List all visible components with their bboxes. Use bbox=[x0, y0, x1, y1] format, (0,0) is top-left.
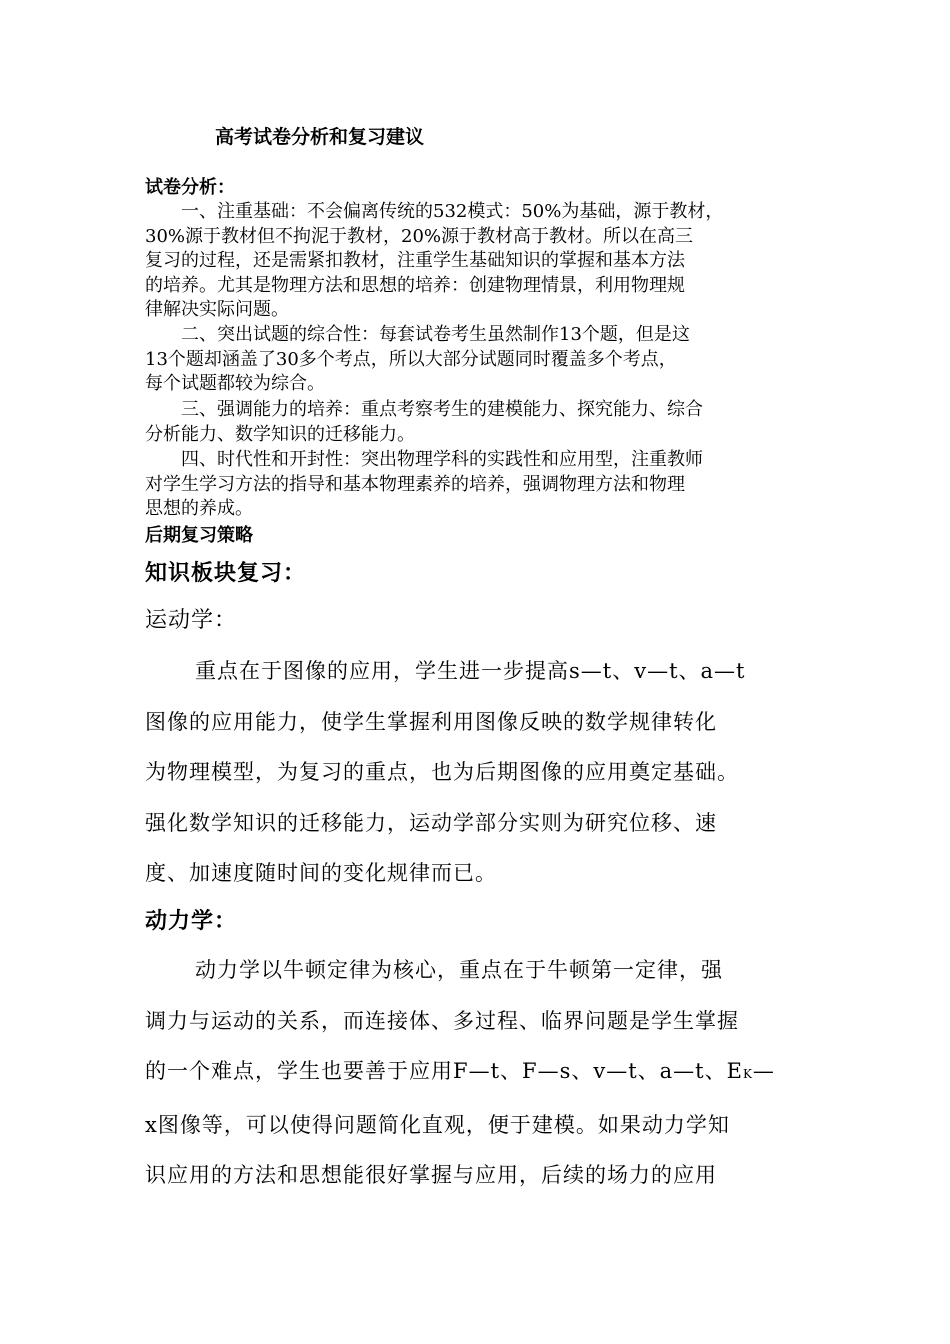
text-line: 调力与运动的关系，而连接体、多过程、临界问题是学生掌握 bbox=[145, 1008, 739, 1033]
subheading-knowledge-review: 知识板块复习： bbox=[145, 560, 307, 586]
section-heading-exam-analysis: 试卷分析： bbox=[145, 177, 235, 198]
text-line: 思想的养成。 bbox=[145, 498, 253, 519]
text-line: 度、加速度随时间的变化规律而已。 bbox=[145, 861, 497, 885]
paragraph-comprehensive bbox=[145, 323, 810, 397]
text-line-graphs bbox=[145, 1046, 810, 1100]
text-line: 强化数学知识的迁移能力，运动学部分实则为研究位移、速 bbox=[145, 810, 717, 835]
text-line: 动力学以牛顿定律为核心，重点在于牛顿第一定律，强 bbox=[195, 958, 723, 982]
heading-kinematics: 运动学： bbox=[145, 608, 238, 633]
document-title: 高考试卷分析和复习建议 bbox=[215, 126, 425, 148]
paragraph-modernity bbox=[145, 448, 810, 522]
text-line: x图像等，可以使得问题简化直观，便于建模。如果动力学知 bbox=[145, 1112, 730, 1137]
text-line: 复习的过程，还是需紧扣教材，注重学生基础知识的掌握和基本方法 bbox=[145, 250, 685, 271]
text-line: 图像的应用能力，使学生掌握利用图像反映的数学规律转化 bbox=[145, 709, 717, 734]
text-line: 的培养。尤其是物理方法和思想的培养：创建物理情景，利用物理规 bbox=[145, 274, 685, 296]
text-segment: — bbox=[752, 1059, 775, 1083]
text-line: 三、强调能力的培养：重点考察考生的建模能力、探究能力、综合 bbox=[181, 399, 703, 420]
paragraph-kinematics bbox=[145, 646, 810, 899]
text-segment: 的一个难点，学生也要善于应用F—t、F—s、v—t、a—t、E bbox=[145, 1059, 743, 1083]
text-line: 律解决实际问题。 bbox=[145, 299, 289, 320]
paragraph-dynamics bbox=[145, 945, 810, 1201]
text-line: 每个试题都较为综合。 bbox=[145, 373, 325, 394]
subscript-k: K bbox=[742, 1067, 753, 1081]
text-line: 二、突出试题的综合性：每套试卷考生虽然制作13个题，但是这 bbox=[181, 324, 690, 345]
paragraph-ability bbox=[145, 398, 810, 447]
text-line: 13个题却涵盖了30多个考点，所以大部分试题同时覆盖多个考点， bbox=[145, 348, 677, 370]
text-line: 分析能力、数学知识的迁移能力。 bbox=[145, 423, 415, 445]
text-line: 一、注重基础：不会偏离传统的532模式：50%为基础，源于教材， bbox=[181, 201, 724, 222]
text-line: 四、时代性和开封性：突出物理学科的实践性和应用型，注重教师 bbox=[181, 449, 703, 470]
text-line: 识应用的方法和思想能很好掌握与应用，后续的场力的应用 bbox=[145, 1163, 717, 1187]
text-line: 30%源于教材但不拘泥于教材，20%源于教材高于教材。所以在高三 bbox=[145, 225, 694, 247]
section-heading-review-strategy: 后期复习策略 bbox=[145, 525, 253, 546]
text-line: 为物理模型，为复习的重点，也为后期图像的应用奠定基础。 bbox=[145, 760, 739, 784]
heading-dynamics: 动力学： bbox=[145, 908, 238, 934]
paragraph-basics bbox=[145, 200, 810, 323]
text-line: 重点在于图像的应用，学生进一步提高s—t、v—t、a—t bbox=[195, 659, 746, 683]
text-line: 对学生学习方法的指导和基本物理素养的培养，强调物理方法和物理 bbox=[145, 473, 685, 495]
